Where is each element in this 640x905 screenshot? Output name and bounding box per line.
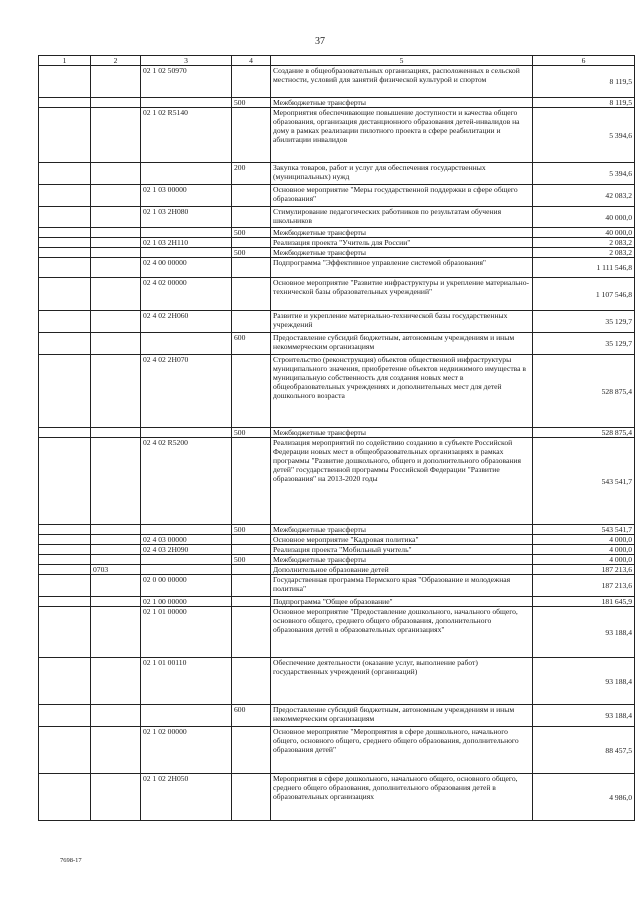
row-col-2 bbox=[91, 774, 141, 821]
header-col-6: 6 bbox=[533, 56, 635, 66]
amount-cell: 40 000,0 bbox=[533, 228, 635, 238]
table-row bbox=[39, 774, 635, 821]
amount-cell: 93 188,4 bbox=[533, 658, 635, 705]
row-col-2 bbox=[91, 163, 141, 185]
amount-cell: 5 394,6 bbox=[533, 108, 635, 163]
header-col-5: 5 bbox=[271, 56, 533, 66]
amount-cell: 528 875,4 bbox=[533, 428, 635, 438]
description-cell: Основное мероприятие "Развитие инфраструктуры и укрепление материально-технической базы образовательных учреждений" bbox=[271, 278, 533, 311]
row-col-1 bbox=[39, 607, 91, 658]
row-col-2 bbox=[91, 108, 141, 163]
row-col-1 bbox=[39, 238, 91, 248]
expense-type-cell bbox=[232, 727, 271, 774]
table-row bbox=[39, 607, 635, 658]
table-row bbox=[39, 658, 635, 705]
row-col-2 bbox=[91, 355, 141, 428]
expense-type-cell bbox=[232, 545, 271, 555]
description-cell: Основное мероприятие "Меры государственной поддержки в сфере общего образования" bbox=[271, 185, 533, 207]
expense-type-cell bbox=[232, 565, 271, 575]
description-cell: Межбюджетные трансферты bbox=[271, 525, 533, 535]
expense-type-cell bbox=[232, 607, 271, 658]
row-col-1 bbox=[39, 597, 91, 607]
footer-code: 7698-17 bbox=[60, 857, 82, 864]
description-cell: Основное мероприятие "Мероприятия в сфере дошкольного, начального общего, основного общего, среднего общего образования, дополнительного образования детей" bbox=[271, 727, 533, 774]
row-col-1 bbox=[39, 658, 91, 705]
budget-code-cell bbox=[141, 555, 232, 565]
page-number: 37 bbox=[315, 36, 325, 47]
budget-code-cell bbox=[141, 333, 232, 355]
amount-cell: 8 119,5 bbox=[533, 98, 635, 108]
description-cell: Межбюджетные трансферты bbox=[271, 248, 533, 258]
table-row bbox=[39, 597, 635, 607]
row-col-2 bbox=[91, 438, 141, 525]
expense-type-cell bbox=[232, 207, 271, 228]
table-row bbox=[39, 355, 635, 428]
description-cell: Обеспечение деятельности (оказание услуг, выполнение работ) государственных учреждений (организаций) bbox=[271, 658, 533, 705]
row-col-1 bbox=[39, 207, 91, 228]
expense-type-cell: 500 bbox=[232, 555, 271, 565]
row-col-2: 0703 bbox=[91, 565, 141, 575]
row-col-2 bbox=[91, 228, 141, 238]
row-col-2 bbox=[91, 575, 141, 597]
expense-type-cell: 200 bbox=[232, 163, 271, 185]
description-cell: Подпрограмма "Общее образование" bbox=[271, 597, 533, 607]
budget-code-cell: 02 1 02 50970 bbox=[141, 66, 232, 98]
amount-cell: 4 000,0 bbox=[533, 555, 635, 565]
expense-type-cell: 500 bbox=[232, 428, 271, 438]
budget-code-cell: 02 4 02 R5200 bbox=[141, 438, 232, 525]
expense-type-cell: 500 bbox=[232, 98, 271, 108]
description-cell: Закупка товаров, работ и услуг для обеспечения государственных (муниципальных) нужд bbox=[271, 163, 533, 185]
row-col-1 bbox=[39, 555, 91, 565]
row-col-2 bbox=[91, 185, 141, 207]
expense-type-cell bbox=[232, 278, 271, 311]
budget-code-cell: 02 1 01 00110 bbox=[141, 658, 232, 705]
table-row bbox=[39, 238, 635, 248]
table-row bbox=[39, 438, 635, 525]
amount-cell: 1 107 546,8 bbox=[533, 278, 635, 311]
description-cell: Реализация проекта "Мобильный учитель" bbox=[271, 545, 533, 555]
row-col-2 bbox=[91, 555, 141, 565]
amount-cell: 4 000,0 bbox=[533, 545, 635, 555]
table-row bbox=[39, 108, 635, 163]
table-row bbox=[39, 228, 635, 238]
table-row bbox=[39, 565, 635, 575]
expense-type-cell bbox=[232, 438, 271, 525]
row-col-1 bbox=[39, 258, 91, 278]
row-col-1 bbox=[39, 163, 91, 185]
amount-cell: 42 083,2 bbox=[533, 185, 635, 207]
description-cell: Дополнительное образование детей bbox=[271, 565, 533, 575]
amount-cell: 187 213,6 bbox=[533, 565, 635, 575]
row-col-1 bbox=[39, 727, 91, 774]
description-cell: Создание в общеобразовательных организациях, расположенных в сельской местности, условий для занятий физической культурой и спортом bbox=[271, 66, 533, 98]
table-row bbox=[39, 258, 635, 278]
row-col-1 bbox=[39, 705, 91, 727]
table-row bbox=[39, 278, 635, 311]
amount-cell: 40 000,0 bbox=[533, 207, 635, 228]
row-col-1 bbox=[39, 108, 91, 163]
expense-type-cell bbox=[232, 258, 271, 278]
row-col-1 bbox=[39, 438, 91, 525]
row-col-2 bbox=[91, 428, 141, 438]
table-row bbox=[39, 207, 635, 228]
description-cell: Мероприятия в сфере дошкольного, начального общего, основного общего, среднего общего образования, дополнительного образования детей в образовательных организациях bbox=[271, 774, 533, 821]
table-row bbox=[39, 525, 635, 535]
amount-cell: 88 457,5 bbox=[533, 727, 635, 774]
amount-cell: 187 213,6 bbox=[533, 575, 635, 597]
amount-cell: 528 875,4 bbox=[533, 355, 635, 428]
description-cell: Предоставление субсидий бюджетным, автономным учреждениям и иным некоммерческим организациям bbox=[271, 333, 533, 355]
row-col-1 bbox=[39, 311, 91, 333]
table-row bbox=[39, 333, 635, 355]
amount-cell: 4 986,0 bbox=[533, 774, 635, 821]
row-col-1 bbox=[39, 228, 91, 238]
table-row bbox=[39, 545, 635, 555]
row-col-2 bbox=[91, 727, 141, 774]
budget-code-cell: 02 1 00 00000 bbox=[141, 597, 232, 607]
row-col-2 bbox=[91, 258, 141, 278]
expense-type-cell: 600 bbox=[232, 333, 271, 355]
budget-code-cell: 02 1 03 00000 bbox=[141, 185, 232, 207]
row-col-1 bbox=[39, 278, 91, 311]
description-cell: Межбюджетные трансферты bbox=[271, 98, 533, 108]
budget-code-cell: 02 4 02 00000 bbox=[141, 278, 232, 311]
row-col-2 bbox=[91, 597, 141, 607]
budget-code-cell bbox=[141, 248, 232, 258]
table-row bbox=[39, 428, 635, 438]
description-cell: Мероприятия обеспечивающие повышение доступности и качества общего образования, организация дистанционного образования детей-инвалидов на дому в рамках реализации пилотного проекта в сфере реабилитации и абилитации инвалидов bbox=[271, 108, 533, 163]
amount-cell: 2 083,2 bbox=[533, 238, 635, 248]
table-row bbox=[39, 163, 635, 185]
table-row bbox=[39, 248, 635, 258]
budget-code-cell: 02 1 02 00000 bbox=[141, 727, 232, 774]
budget-code-cell bbox=[141, 98, 232, 108]
table-row bbox=[39, 555, 635, 565]
budget-code-cell: 02 4 03 00000 bbox=[141, 535, 232, 545]
row-col-1 bbox=[39, 575, 91, 597]
amount-cell: 93 188,4 bbox=[533, 607, 635, 658]
description-cell: Межбюджетные трансферты bbox=[271, 555, 533, 565]
header-col-4: 4 bbox=[232, 56, 271, 66]
budget-code-cell: 02 0 00 00000 bbox=[141, 575, 232, 597]
row-col-2 bbox=[91, 333, 141, 355]
amount-cell: 2 083,2 bbox=[533, 248, 635, 258]
amount-cell: 181 645,9 bbox=[533, 597, 635, 607]
row-col-2 bbox=[91, 545, 141, 555]
expense-type-cell bbox=[232, 575, 271, 597]
amount-cell: 4 000,0 bbox=[533, 535, 635, 545]
row-col-2 bbox=[91, 238, 141, 248]
expense-type-cell: 600 bbox=[232, 705, 271, 727]
table-row bbox=[39, 575, 635, 597]
row-col-2 bbox=[91, 278, 141, 311]
table-row bbox=[39, 98, 635, 108]
row-col-1 bbox=[39, 535, 91, 545]
budget-code-cell bbox=[141, 163, 232, 185]
amount-cell: 93 188,4 bbox=[533, 705, 635, 727]
expense-type-cell bbox=[232, 535, 271, 545]
budget-code-cell bbox=[141, 525, 232, 535]
row-col-1 bbox=[39, 525, 91, 535]
row-col-2 bbox=[91, 658, 141, 705]
expense-type-cell bbox=[232, 774, 271, 821]
row-col-1 bbox=[39, 333, 91, 355]
expense-type-cell: 500 bbox=[232, 525, 271, 535]
row-col-1 bbox=[39, 565, 91, 575]
budget-code-cell bbox=[141, 428, 232, 438]
budget-table bbox=[38, 55, 635, 821]
budget-code-cell: 02 1 03 2Н080 bbox=[141, 207, 232, 228]
row-col-2 bbox=[91, 66, 141, 98]
row-col-2 bbox=[91, 535, 141, 545]
description-cell: Строительство (реконструкция) объектов общественной инфраструктуры муниципального значения, приобретение объектов недвижимого имущества в муниципальную собственность для создания новых мест в общеобразовательных учреждениях и дополнительных мест для детей дошкольного возраста bbox=[271, 355, 533, 428]
budget-code-cell bbox=[141, 565, 232, 575]
budget-code-cell: 02 1 02 2Н050 bbox=[141, 774, 232, 821]
description-cell: Стимулирование педагогических работников по результатам обучения школьников bbox=[271, 207, 533, 228]
row-col-1 bbox=[39, 248, 91, 258]
row-col-2 bbox=[91, 705, 141, 727]
expense-type-cell bbox=[232, 311, 271, 333]
budget-code-cell: 02 4 02 2Н070 bbox=[141, 355, 232, 428]
budget-code-cell: 02 4 00 00000 bbox=[141, 258, 232, 278]
budget-code-cell: 02 1 01 00000 bbox=[141, 607, 232, 658]
header-col-3: 3 bbox=[141, 56, 232, 66]
table-row bbox=[39, 535, 635, 545]
table-header-row bbox=[39, 56, 635, 66]
expense-type-cell bbox=[232, 597, 271, 607]
row-col-1 bbox=[39, 66, 91, 98]
table-row bbox=[39, 705, 635, 727]
row-col-2 bbox=[91, 207, 141, 228]
amount-cell: 35 129,7 bbox=[533, 311, 635, 333]
header-col-2: 2 bbox=[91, 56, 141, 66]
budget-code-cell: 02 1 03 2Н110 bbox=[141, 238, 232, 248]
table-row bbox=[39, 311, 635, 333]
expense-type-cell bbox=[232, 658, 271, 705]
row-col-2 bbox=[91, 248, 141, 258]
description-cell: Развитие и укрепление материально-технической базы государственных учреждений bbox=[271, 311, 533, 333]
description-cell: Государственная программа Пермского края "Образование и молодежная политика" bbox=[271, 575, 533, 597]
row-col-1 bbox=[39, 545, 91, 555]
budget-code-cell bbox=[141, 705, 232, 727]
table-row bbox=[39, 66, 635, 98]
description-cell: Реализация мероприятий по содействию созданию в субъекте Российской Федерации новых мест в общеобразовательных организациях в рамках программы "Развитие дошкольного, общего и дополнительного образования детей" государственной программы Российской Федерации "Развитие образования" на 2013-2020 годы bbox=[271, 438, 533, 525]
expense-type-cell: 500 bbox=[232, 228, 271, 238]
row-col-2 bbox=[91, 607, 141, 658]
expense-type-cell bbox=[232, 66, 271, 98]
description-cell: Основное мероприятие "Предоставление дошкольного, начального общего, основного общего, среднего общего образования, дополнительного образования детей в образовательных организациях" bbox=[271, 607, 533, 658]
row-col-2 bbox=[91, 525, 141, 535]
expense-type-cell bbox=[232, 108, 271, 163]
description-cell: Подпрограмма "Эффективное управление системой образования" bbox=[271, 258, 533, 278]
row-col-1 bbox=[39, 98, 91, 108]
expense-type-cell bbox=[232, 238, 271, 248]
amount-cell: 8 119,5 bbox=[533, 66, 635, 98]
description-cell: Межбюджетные трансферты bbox=[271, 228, 533, 238]
description-cell: Основное мероприятие "Кадровая политика" bbox=[271, 535, 533, 545]
amount-cell: 5 394,6 bbox=[533, 163, 635, 185]
row-col-1 bbox=[39, 355, 91, 428]
budget-code-cell: 02 1 02 R5140 bbox=[141, 108, 232, 163]
amount-cell: 1 111 546,8 bbox=[533, 258, 635, 278]
expense-type-cell bbox=[232, 185, 271, 207]
budget-code-cell bbox=[141, 228, 232, 238]
expense-type-cell: 500 bbox=[232, 248, 271, 258]
description-cell: Межбюджетные трансферты bbox=[271, 428, 533, 438]
amount-cell: 543 541,7 bbox=[533, 438, 635, 525]
description-cell: Реализация проекта "Учитель для России" bbox=[271, 238, 533, 248]
row-col-2 bbox=[91, 98, 141, 108]
budget-code-cell: 02 4 02 2Н060 bbox=[141, 311, 232, 333]
header-col-1: 1 bbox=[39, 56, 91, 66]
budget-code-cell: 02 4 03 2Н090 bbox=[141, 545, 232, 555]
description-cell: Предоставление субсидий бюджетным, автономным учреждениям и иным некоммерческим организациям bbox=[271, 705, 533, 727]
table-row bbox=[39, 727, 635, 774]
row-col-1 bbox=[39, 185, 91, 207]
expense-type-cell bbox=[232, 355, 271, 428]
table-row bbox=[39, 185, 635, 207]
row-col-1 bbox=[39, 774, 91, 821]
row-col-2 bbox=[91, 311, 141, 333]
row-col-1 bbox=[39, 428, 91, 438]
amount-cell: 543 541,7 bbox=[533, 525, 635, 535]
amount-cell: 35 129,7 bbox=[533, 333, 635, 355]
